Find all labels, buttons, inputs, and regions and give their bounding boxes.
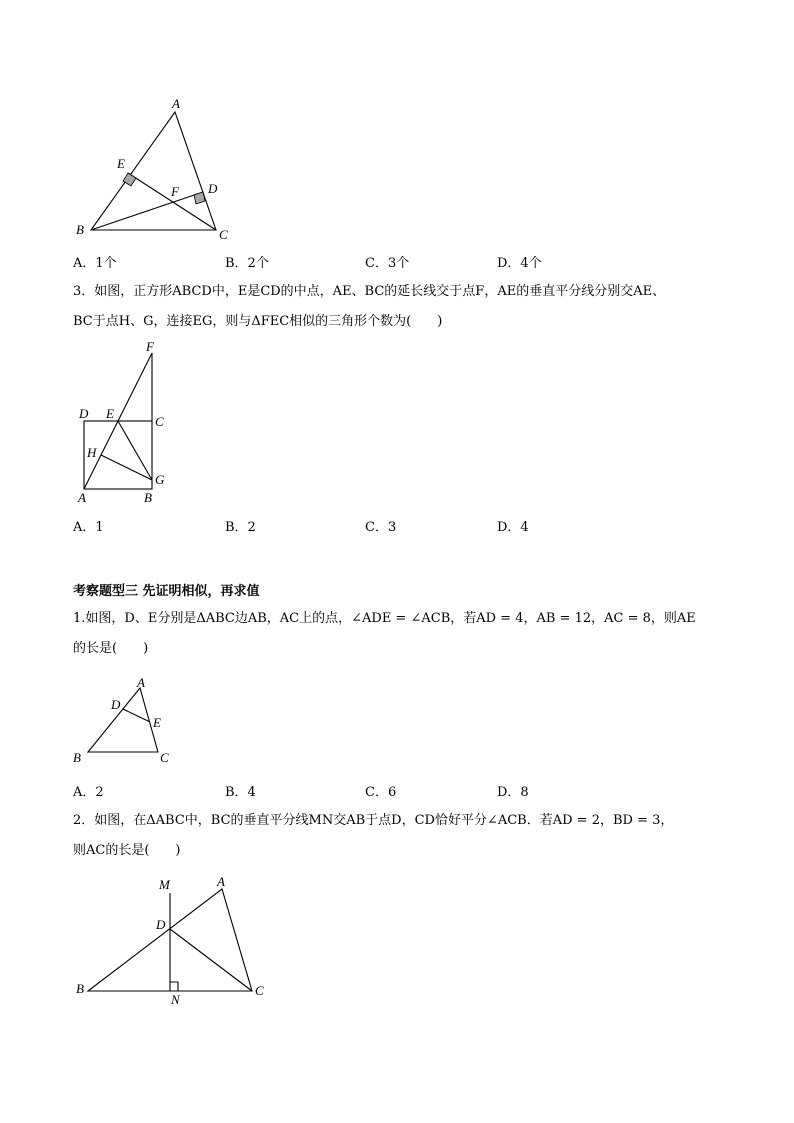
label-d: D bbox=[208, 181, 218, 196]
label-d: D bbox=[156, 917, 166, 932]
section-question-1-line-2: 的长是( ) bbox=[73, 641, 149, 656]
label-e: E bbox=[153, 715, 161, 730]
option-b[interactable]: B．4 bbox=[225, 785, 256, 800]
option-d[interactable]: D．4 bbox=[497, 520, 529, 535]
option-b[interactable]: B．2 bbox=[225, 520, 256, 535]
option-d[interactable]: D．4个 bbox=[497, 256, 542, 271]
option-a[interactable]: A．1 bbox=[73, 520, 104, 535]
option-c[interactable]: C．3 bbox=[365, 520, 397, 535]
section-question-2-line-1: 2．如图，在ΔABC中，BC的垂直平分线MN交AB于点D，CD恰好平分∠ACB．若AD = 2，BD = 3， bbox=[73, 813, 674, 828]
label-a: A bbox=[78, 490, 86, 505]
option-a[interactable]: A．2 bbox=[73, 785, 104, 800]
label-c: C bbox=[219, 227, 228, 242]
label-a: A bbox=[217, 874, 225, 889]
segment-dc bbox=[170, 929, 252, 991]
label-b: B bbox=[76, 222, 84, 237]
label-e: E bbox=[117, 156, 125, 171]
label-d: D bbox=[111, 697, 121, 712]
label-h: H bbox=[87, 445, 97, 460]
label-a: A bbox=[137, 675, 145, 690]
label-n: N bbox=[171, 992, 180, 1007]
label-g: G bbox=[155, 472, 165, 487]
option-b[interactable]: B．2个 bbox=[225, 256, 269, 271]
option-c[interactable]: C．3个 bbox=[365, 256, 410, 271]
right-angle-mark-n bbox=[170, 982, 178, 991]
label-c: C bbox=[160, 750, 169, 765]
section-heading: 考察题型三 先证明相似，再求值 bbox=[73, 584, 260, 599]
label-f: F bbox=[171, 184, 179, 199]
label-a: A bbox=[172, 96, 180, 111]
question-3-line-2: BC于点H、G，连接EG，则与ΔFEC相似的三角形个数为( ) bbox=[73, 314, 443, 329]
label-b: B bbox=[144, 490, 152, 505]
option-d[interactable]: D．8 bbox=[497, 785, 529, 800]
label-f: F bbox=[146, 339, 154, 354]
option-a[interactable]: A．1个 bbox=[73, 256, 117, 271]
label-m: M bbox=[159, 877, 170, 892]
label-b: B bbox=[76, 981, 84, 996]
label-e: E bbox=[106, 406, 114, 421]
label-d: D bbox=[79, 406, 89, 421]
label-c: C bbox=[155, 414, 164, 429]
section-question-2-line-2: 则AC的长是( ) bbox=[73, 843, 181, 858]
label-b: B bbox=[73, 750, 81, 765]
label-c: C bbox=[255, 983, 264, 998]
section-question-1-line-1: 1.如图，D、E分别是ΔABC边AB，AC上的点，∠ADE = ∠ACB，若AD = 4，AB = 12，AC = 8，则AE bbox=[73, 611, 696, 626]
question-3-line-1: 3．如图，正方形ABCD中，E是CD的中点，AE、BC的延长线交于点F，AE的垂直平分线分别交AE、 bbox=[73, 284, 666, 299]
option-c[interactable]: C．6 bbox=[365, 785, 397, 800]
